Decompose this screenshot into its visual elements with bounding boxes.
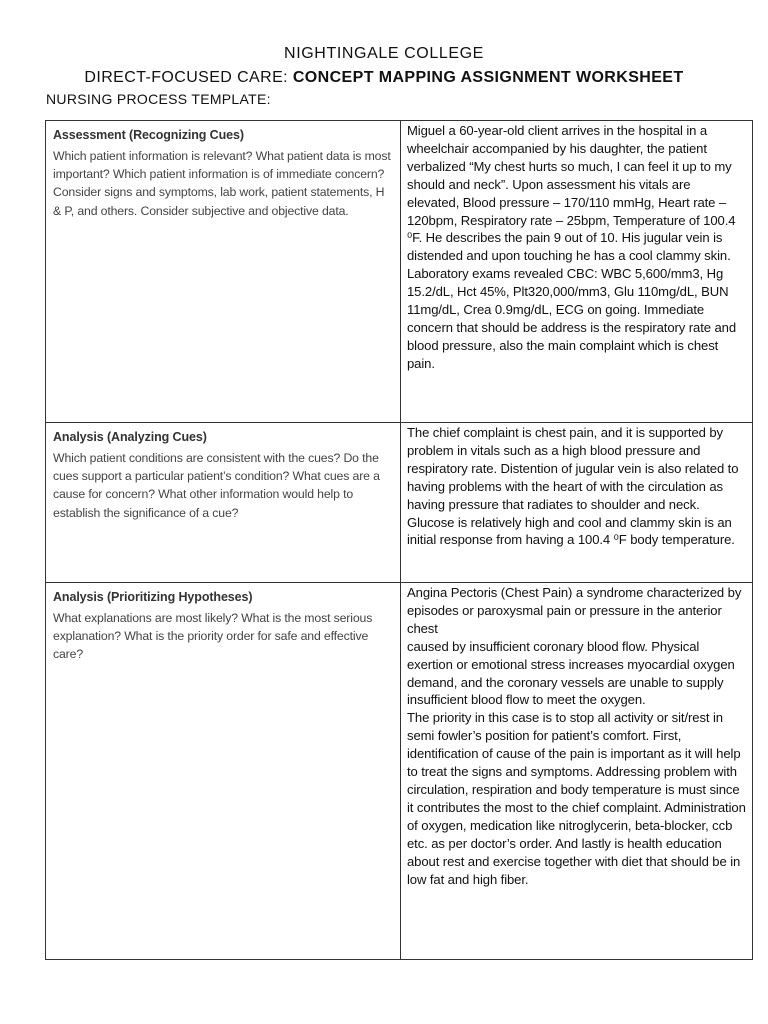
row-guidance-cell (46, 423, 401, 583)
row-prompt: Which patient conditions are consistent with the cues? Do the cues support a particular patient’s condition? What cues are a cause for concern? What other information would help to establish the significance of a cue? (53, 451, 380, 520)
assignment-name: CONCEPT MAPPING ASSIGNMENT WORKSHEET (292, 69, 684, 86)
row-answer: The chief complaint is chest pain, and it is supported by problem in vitals such as a high blood pressure and respiratory rate. Distention of jugular vein is also related to having problems with the heart of with the circulation as having pressure that radiates to shoulder and neck. Glucose is relatively high and cool and clammy skin is an initial response from having a 100.4 ⁰F body temperature. (407, 425, 739, 548)
row-prompt: Which patient information is relevant? What patient data is most important? Which patient information is of immediate concern? Consider signs and symptoms, lab work, patient statements, H & P, and others. Consider subjective and objective data. (53, 149, 391, 218)
table-row (46, 423, 753, 583)
row-heading: Analysis (Analyzing Cues) (53, 430, 207, 444)
nursing-process-table (45, 120, 753, 960)
course-prefix: DIRECT-FOCUSED CARE: (84, 69, 293, 86)
template-label: NURSING PROCESS TEMPLATE: (46, 91, 271, 107)
row-answer-cell (401, 121, 753, 423)
table-row (46, 583, 753, 960)
row-guidance-cell (46, 121, 401, 423)
row-heading: Assessment (Recognizing Cues) (53, 128, 244, 142)
row-guidance-cell (46, 583, 401, 960)
college-title: NIGHTINGALE COLLEGE (284, 45, 484, 62)
row-answer-cell (401, 583, 753, 960)
table-row (46, 121, 753, 423)
row-answer: Angina Pectoris (Chest Pain) a syndrome characterized by episodes or paroxysmal pain or pressure in the anterior chest caused by insufficient coronary blood flow. Physical exertion or emotional stress increases myocardial oxygen demand, and the coronary vessels are unable to supply insufficient blood flow to meet the oxygen. The priority in this case is to stop all activity or sit/rest in semi fowler’s position for patient’s comfort. First, identification of cause of the pain is important as it will help to treat the signs and symptoms. Addressing problem with circulation, respiration and body temperature is must since it contributes the most to the chief complaint. Administration of oxygen, medication like nitroglycerin, beta-blocker, ccb etc. as per doctor’s order. And lastly is health education about rest and exercise together with diet that should be in low fat and high fiber. (407, 585, 746, 887)
row-prompt: What explanations are most likely? What is the most serious explanation? What is the priority order for safe and effective care? (53, 611, 373, 662)
row-answer-cell (401, 423, 753, 583)
assignment-title (0, 69, 768, 87)
row-answer: Miguel a 60-year-old client arrives in the hospital in a wheelchair accompanied by his daughter, the patient verbalized “My chest hurts so much, I can feel it up to my should and neck”. Upon assessment his vitals are elevated, Blood pressure – 170/110 mmHg, Heart rate – 120bpm, Respiratory rate – 25bpm, Temperature of 100.4 ⁰F. He describes the pain 9 out of 10. His jugular vein is distended and upon touching he has a cool clammy skin. Laboratory exams revealed CBC: WBC 5,600/mm3, Hg 15.2/dL, Hct 45%, Plt320,000/mm3, Glu 110mg/dL, BUN 11mg/dL, Crea 0.9mg/dL, ECG on going. Immediate concern that should be address is the respiratory rate and blood pressure, also the main complaint which is chest pain. (407, 123, 737, 371)
row-heading: Analysis (Prioritizing Hypotheses) (53, 590, 253, 604)
